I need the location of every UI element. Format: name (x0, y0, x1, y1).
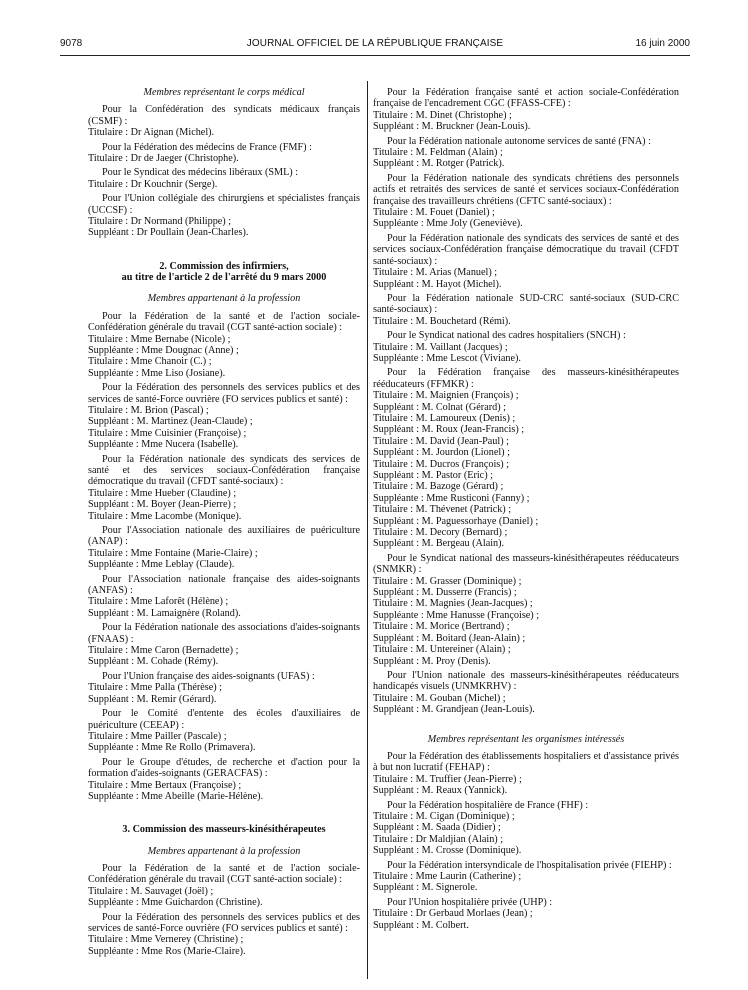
left-column (88, 87, 360, 957)
member-line: Titulaire : M. Bouchetard (Rémi). (373, 315, 511, 327)
member-line: Suppléant : M. Bruckner (Jean-Louis). (373, 121, 531, 133)
member-line: Suppléante : Mme Joly (Geneviève). (373, 218, 523, 230)
organization-line: Pour la Fédération de la santé et de l'action sociale-Confédération générale du travail (CGT santé-action sociale) : (88, 862, 360, 886)
organization-line: Pour l'Union nationale des masseurs-kinésithérapeutes rééducateurs handicapés visuels (UNMKRHV) : (373, 669, 679, 693)
organization-line: Pour l'Association nationale française des aides-soignants (ANFAS) : (88, 573, 360, 597)
member-line: Suppléante : Mme Re Rollo (Primavera). (88, 742, 256, 754)
member-line: Suppléant : M. Bergeau (Alain). (373, 538, 505, 550)
member-line: Titulaire : M. Brion (Pascal) ; (88, 404, 209, 416)
organization-line: Pour la Fédération française des masseurs-kinésithérapeutes rééducateurs (FFMKR) : (373, 367, 679, 390)
organization-line: Pour la Fédération nationale des syndicats des services de santé et des services sociaux-Confédération française démocratique du travail (CFDT santé-sociaux) : (373, 232, 679, 267)
organization-line: Pour la Fédération nationale des associations d'aides-soignants (FNAAS) : (88, 622, 360, 645)
organization-line: Pour la Fédération nationale autonome services de santé (FNA) : (387, 135, 651, 147)
organization-line: Pour le Syndicat national des masseurs-kinésithérapeutes rééducateurs (SNMKR) : (373, 552, 679, 576)
member-line: Titulaire : Mme Vernerey (Christine) ; (88, 934, 244, 946)
member-line: Titulaire : Mme Fontaine (Marie-Claire) ; (88, 547, 258, 559)
member-line: Titulaire : M. Lamoureux (Denis) ; (373, 412, 516, 424)
member-line: Titulaire : M. Morice (Bertrand) ; (373, 621, 510, 633)
organization-line: Pour la Fédération de la santé et de l'action sociale-Confédération générale du travail (CGT santé-action sociale) : (88, 310, 360, 334)
organization-line: Pour le Syndicat national des cadres hospitaliers (SNCH) : (387, 330, 626, 342)
subsection-heading: Membres représentant le corps médical (143, 87, 305, 98)
member-line: Suppléant : M. Colnat (Gérard) ; (373, 401, 506, 413)
member-line: Titulaire : Dr Maldjian (Alain) ; (373, 833, 504, 845)
member-line: Titulaire : Dr Aignan (Michel). (88, 127, 215, 139)
member-line: Titulaire : M. Cigan (Dominique) ; (373, 810, 515, 822)
header-rule (60, 55, 690, 56)
member-line: Suppléante : Mme Liso (Josiane). (88, 367, 226, 379)
member-line: Suppléant : M. Proy (Denis). (373, 655, 491, 667)
organization-line: Pour la Fédération française santé et action sociale-Confédération française de l'encadrement CGC (FFASS-CFE) : (373, 87, 679, 110)
member-line: Titulaire : M. Grasser (Dominique) ; (373, 575, 522, 587)
subsection-heading: Membres appartenant à la profession (147, 845, 301, 857)
member-line: Titulaire : M. Truffier (Jean-Pierre) ; (373, 773, 522, 785)
organization-line: Pour l'Union collégiale des chirurgiens et spécialistes français (UCCSF) : (88, 193, 360, 216)
member-line: Titulaire : Dr de Jaeger (Christophe). (88, 153, 239, 165)
column-divider (367, 81, 368, 979)
member-line: Suppléante : Mme Guichardon (Christine). (88, 897, 263, 909)
member-line: Titulaire : M. Vaillant (Jacques) ; (373, 341, 508, 353)
member-line: Suppléant : M. Remir (Gérard). (88, 693, 217, 705)
member-line: Suppléante : Mme Rusticoni (Fanny) ; (373, 492, 530, 504)
member-line: Suppléant : M. Grandjean (Jean-Louis). (373, 704, 535, 716)
member-line: Suppléant : Dr Poullain (Jean-Charles). (88, 227, 249, 239)
member-line: Suppléant : M. Pastor (Eric) ; (373, 470, 493, 481)
member-line: Suppléant : M. Jourdon (Lionel) ; (373, 447, 510, 459)
organization-line: Pour l'Union hospitalière privée (UHP) : (387, 896, 553, 908)
member-line: Suppléante : Mme Leblay (Claude). (88, 559, 235, 571)
organization-line: Pour la Fédération des établissements hospitaliers et d'assistance privés à but non lucratif (FEHAP) : (373, 750, 679, 774)
organization-line: Pour la Fédération des personnels des services publics et des services de santé-Force ouvrière (FO services publics et santé) : (88, 382, 360, 405)
organization-line: Pour la Fédération des personnels des services publics et des services de santé-Force ouvrière (FO services publics et santé) : (88, 911, 360, 934)
organization-line: Pour la Fédération des médecins de France (FMF) : (102, 141, 312, 153)
member-line: Suppléante : Mme Abeille (Marie-Hélène). (88, 790, 264, 802)
right-column (373, 87, 679, 931)
member-line: Titulaire : M. Maignien (François) ; (373, 390, 519, 402)
member-line: Titulaire : M. Arias (Manuel) ; (373, 267, 498, 279)
page-number: 9078 (60, 38, 83, 49)
publication-date: 16 juin 2000 (635, 38, 690, 49)
section-heading: 3. Commission des masseurs-kinésithérapeutes (122, 824, 326, 836)
member-line: Titulaire : M. David (Jean-Paul) ; (373, 435, 510, 447)
member-line: Suppléant : M. Boitard (Jean-Alain) ; (373, 632, 526, 644)
member-line: Titulaire : Mme Palla (Thérèse) ; (88, 682, 223, 694)
member-line: Suppléant : M. Saada (Didier) ; (373, 822, 501, 834)
organization-line: Pour la Fédération nationale des syndicats chrétiens des personnels actifs et retraités des services de santé et services sociaux-Confédération française des travailleurs chrétiens (CFTC santé-sociaux) : (373, 172, 679, 207)
page-header (60, 38, 690, 52)
member-line: Titulaire : M. Gouban (Michel) ; (373, 692, 506, 704)
member-line: Titulaire : Mme Laurin (Catherine) ; (373, 871, 522, 882)
organization-line: Pour la Fédération intersyndicale de l'hospitalisation privée (FIEHP) : (387, 859, 672, 871)
member-line: Suppléante : Mme Ros (Marie-Claire). (88, 945, 246, 957)
subsection-heading: Membres représentant les organismes intéressés (427, 733, 625, 745)
member-line: Suppléant : M. Paguessorhaye (Daniel) ; (373, 515, 539, 527)
organization-line: Pour l'Association nationale des auxiliaires de puériculture (ANAP) : (88, 525, 360, 548)
member-line: Titulaire : Mme Lacombe (Monique). (88, 510, 242, 522)
member-line: Suppléant : M. Crosse (Dominique). (373, 845, 522, 857)
member-line: Titulaire : M. Ducros (François) ; (373, 458, 510, 470)
member-line: Titulaire : M. Bazoge (Gérard) ; (373, 481, 504, 493)
organization-line: Pour le Groupe d'études, de recherche et d'action pour la formation d'aides-soignants (GERACFAS) : (88, 756, 360, 780)
member-line: Suppléant : M. Boyer (Jean-Pierre) ; (88, 499, 237, 511)
member-line: Titulaire : M. Dinet (Christophe) ; (373, 109, 512, 121)
member-line: Titulaire : Mme Pailler (Pascale) ; (88, 730, 227, 742)
member-line: Suppléant : M. Rotger (Patrick). (373, 158, 505, 170)
member-line: Titulaire : Mme Bertaux (Françoise) ; (88, 779, 242, 791)
member-line: Titulaire : Mme Hueber (Claudine) ; (88, 487, 237, 499)
subsection-heading: Membres appartenant à la profession (147, 293, 301, 305)
member-line: Titulaire : Mme Laforêt (Hélène) ; (88, 596, 229, 608)
member-line: Titulaire : Dr Gerbaud Morlaes (Jean) ; (373, 908, 533, 920)
member-line: Suppléant : M. Reaux (Yannick). (373, 785, 508, 797)
organization-line: Pour la Fédération nationale des syndicats des services de santé et des services sociaux-Confédération française démocratique du travail (CFDT santé-sociaux) : (88, 453, 360, 488)
section-heading: au titre de l'article 2 de l'arrêté du 9 mars 2000 (121, 272, 327, 284)
member-line: Titulaire : Mme Chanoir (C.) ; (88, 356, 212, 368)
member-line: Titulaire : M. Decory (Bernard) ; (373, 527, 508, 539)
member-line: Titulaire : Mme Bernabe (Nicole) ; (88, 333, 231, 345)
member-line: Suppléant : M. Martinez (Jean-Claude) ; (88, 416, 253, 428)
member-line: Suppléant : M. Cohade (Rémy). (88, 656, 219, 668)
organization-line: Pour le Comité d'entente des écoles d'auxiliaires de puériculture (CEEAP) : (88, 708, 360, 731)
member-line: Titulaire : Dr Normand (Philippe) ; (88, 216, 232, 228)
member-line: Suppléante : Mme Nucera (Isabelle). (88, 439, 239, 451)
member-line: Suppléante : Mme Hanusse (Françoise) ; (373, 609, 540, 621)
member-line: Suppléant : M. Dusserre (Francis) ; (373, 587, 517, 599)
member-line: Suppléant : M. Lamaignère (Roland). (88, 607, 241, 619)
organization-line: Pour le Syndicat des médecins libéraux (SML) : (102, 167, 299, 179)
organization-line: Pour la Confédération des syndicats médicaux français (CSMF) : (88, 104, 360, 127)
member-line: Titulaire : M. Feldman (Alain) ; (373, 147, 503, 159)
section-heading: 2. Commission des infirmiers, (159, 260, 289, 272)
member-line: Titulaire : M. Thévenet (Patrick) ; (373, 504, 512, 516)
member-line: Titulaire : M. Fouet (Daniel) ; (373, 207, 495, 219)
organization-line: Pour la Fédération hospitalière de France (FHF) : (387, 799, 589, 811)
member-line: Suppléante : Mme Dougnac (Anne) ; (88, 344, 239, 356)
journal-title: JOURNAL OFFICIEL DE LA RÉPUBLIQUE FRANÇAISE (246, 38, 504, 49)
member-line: Titulaire : M. Sauvaget (Joël) ; (88, 885, 214, 897)
member-line: Titulaire : M. Magnies (Jean-Jacques) ; (373, 598, 533, 610)
organization-line: Pour la Fédération nationale SUD-CRC santé-sociaux (SUD-CRC santé-sociaux) : (373, 292, 679, 316)
member-line: Suppléant : M. Colbert. (373, 919, 469, 931)
member-line: Titulaire : Mme Caron (Bernadette) ; (88, 645, 239, 657)
member-line: Suppléant : M. Hayot (Michel). (373, 278, 502, 290)
organization-line: Pour l'Union française des aides-soignants (UFAS) : (102, 670, 315, 682)
member-line: Titulaire : Mme Cuisinier (Françoise) ; (88, 427, 247, 439)
member-line: Titulaire : M. Untereiner (Alain) ; (373, 644, 511, 656)
member-line: Suppléant : M. Roux (Jean-Francis) ; (373, 424, 525, 436)
member-line: Titulaire : Dr Kouchnir (Serge). (88, 178, 218, 190)
member-line: Suppléant : M. Signerole. (373, 882, 478, 894)
member-line: Suppléante : Mme Lescot (Viviane). (373, 352, 521, 364)
